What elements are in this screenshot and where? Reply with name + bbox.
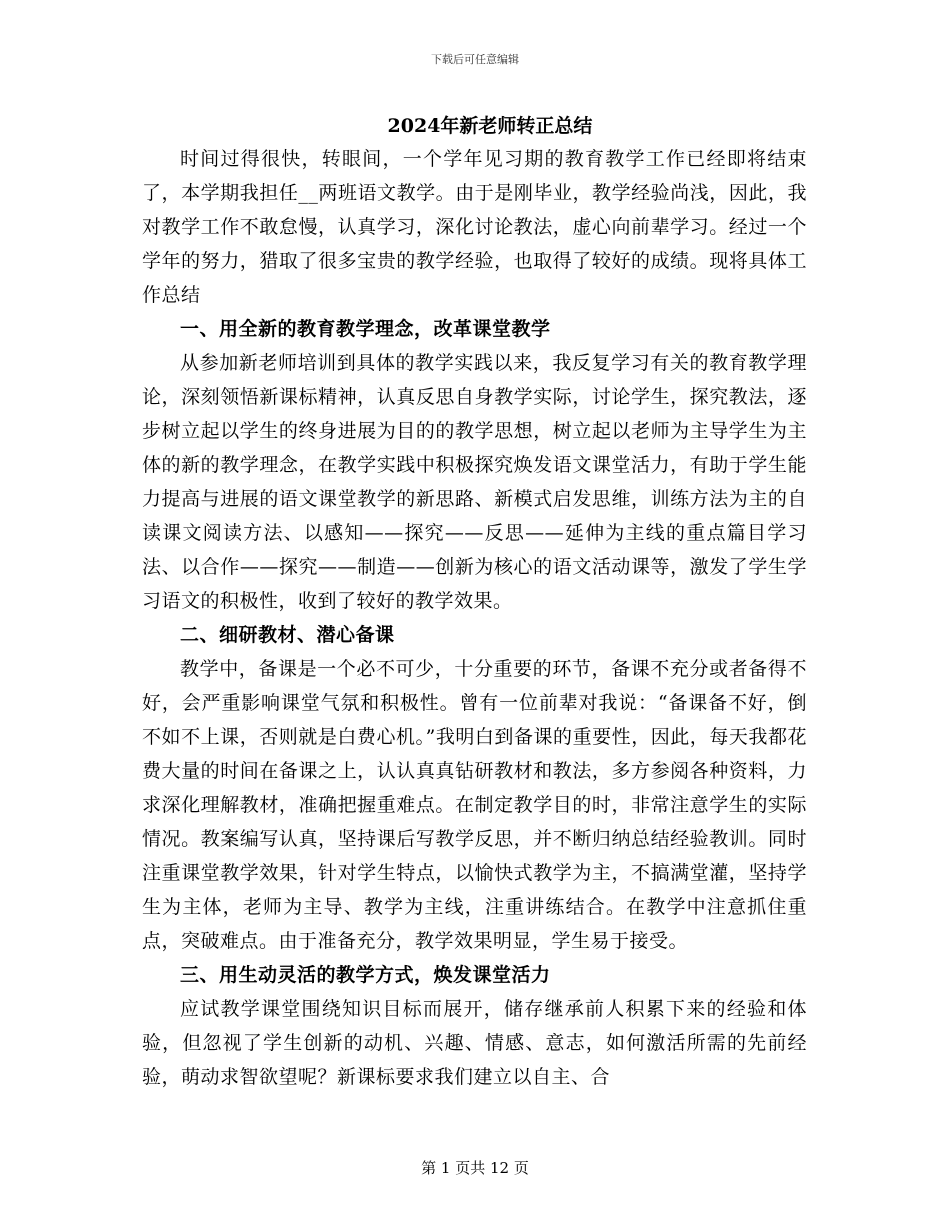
paragraph-section-3: 应试教学课堂围绕知识目标而展开，储存继承前人积累下来的经验和体验，但忽视了学生创新的动机、兴趣、情感、意志，如何激活所需的先前经验，萌动求智欲望呢？新课标要求我们建立以自主、合 [142, 998, 807, 1088]
document-title: 2024年新老师转正总结 [387, 115, 593, 137]
section-heading-1: 一、用全新的教育教学理念，改革课堂教学 [180, 318, 551, 340]
document-body [142, 142, 807, 1094]
section-heading-2: 二、细研教材、潜心备课 [180, 624, 395, 646]
section-heading-3: 三、用生动灵活的教学方式，焕发课堂活力 [180, 964, 551, 986]
paragraph-intro: 时间过得很快，转眼间，一个学年见习期的教育教学工作已经即将结束了，本学期我担任__两班语文教学。由于是刚毕业，教学经验尚浅，因此，我对教学工作不敢怠慢，认真学习，深化讨论教法，虚心向前辈学习。经过一个学年的努力，猎取了很多宝贵的教学经验，也取得了较好的成绩。现将具体工作总结 [142, 148, 807, 306]
page-header: 下载后可任意编辑 [431, 53, 519, 66]
paragraph-section-2: 教学中，备课是一个必不可少，十分重要的环节，备课不充分或者备得不好，会严重影响课堂气氛和积极性。曾有一位前辈对我说：“备课备不好，倒不如不上课，否则就是白费心机。”我明白到备课的重要性，因此，每天我都花费大量的时间在备课之上，认认真真钻研教材和教法，多方参阅各种资料，力求深化理解教材，准确把握重难点。在制定教学目的时，非常注意学生的实际情况。教案编写认真，坚持课后写教学反思，并不断归纳总结经验教训。同时注重课堂教学效果，针对学生特点，以愉快式教学为主，不搞满堂灌，坚持学生为主体，老师为主导、教学为主线，注重讲练结合。在教学中注意抓住重点，突破难点。由于准备充分，教学效果明显，学生易于接受。 [142, 658, 807, 952]
paragraph-section-1: 从参加新老师培训到具体的教学实践以来，我反复学习有关的教育教学理论，深刻领悟新课标精神，认真反思自身教学实际，讨论学生，探究教法，逐步树立起以学生的终身进展为目的的教学思想，树立起以老师为主导学生为主体的新的教学理念，在教学实践中积极探究焕发语文课堂活力，有助于学生能力提高与进展的语文课堂教学的新思路、新模式启发思维，训练方法为主的自读课文阅读方法、以感知——探究——反思——延伸为主线的重点篇目学习法、以合作——探究——制造——创新为核心的语文活动课等，激发了学生学习语文的积极性，收到了较好的教学效果。 [142, 352, 807, 612]
page-footer: 第 1 页共 12 页 [421, 1159, 529, 1177]
